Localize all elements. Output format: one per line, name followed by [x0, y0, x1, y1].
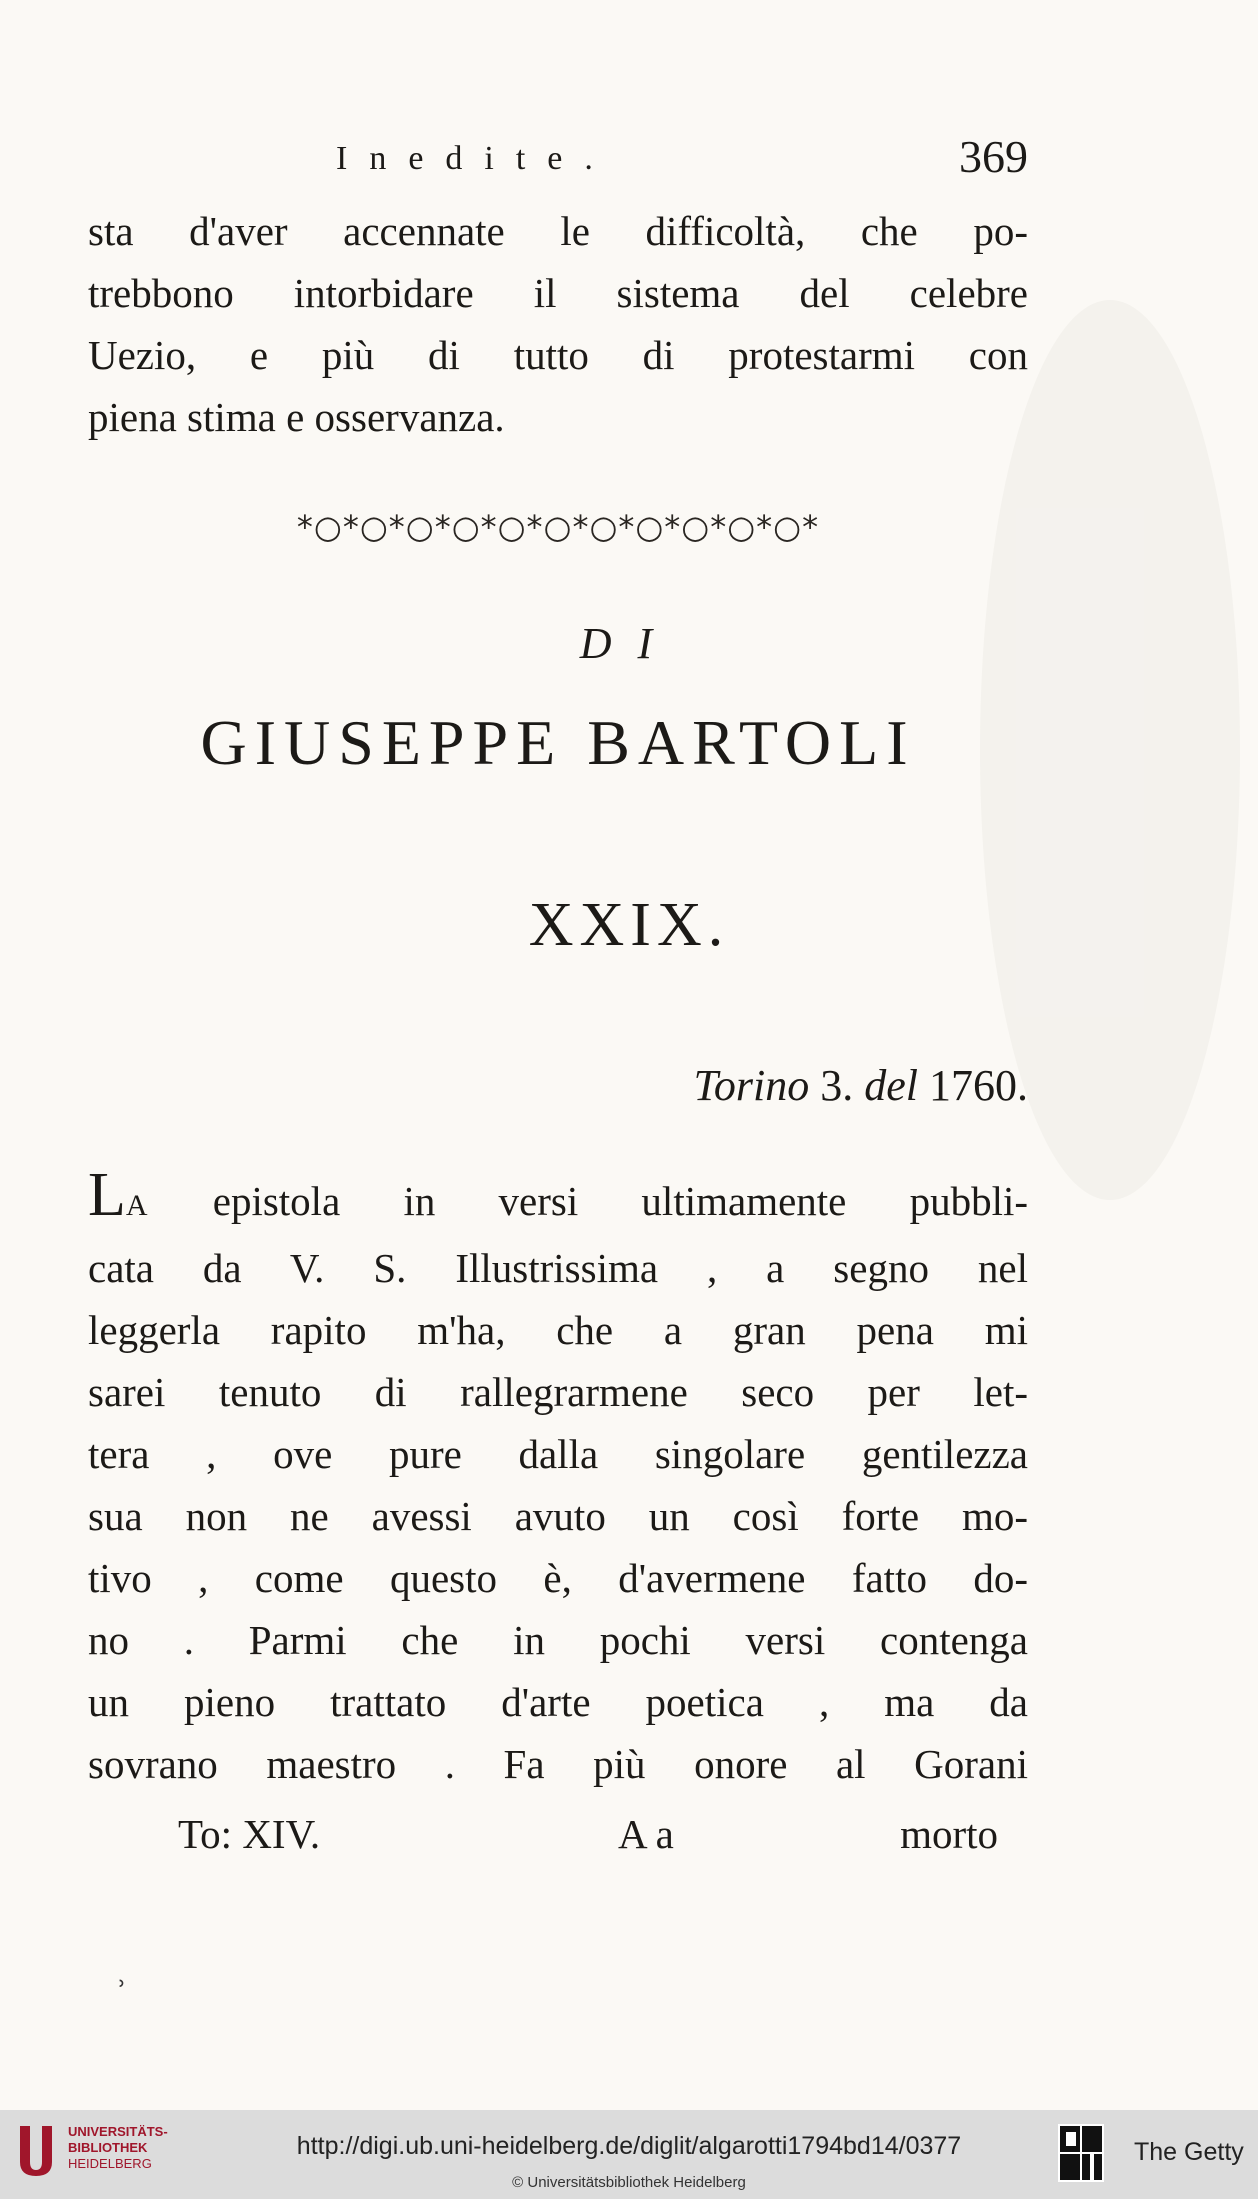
- drop-cap: L: [88, 1161, 126, 1229]
- dateline-day: 3.: [820, 1061, 854, 1110]
- text-line: tera , ove pure dalla singolare gentilezza: [88, 1431, 1028, 1477]
- catchword: morto: [900, 1811, 998, 1857]
- author-name: GIUSEPPE BARTOLI: [200, 707, 916, 778]
- small-cap: A: [125, 1189, 150, 1222]
- text-line: sua non ne avessi avuto un così forte mo-: [88, 1493, 1028, 1539]
- getty-name: The Getty: [1134, 2138, 1244, 2166]
- letter-number: XXIX.: [528, 891, 730, 959]
- stray-mark: ˒: [118, 1968, 127, 2001]
- permalink-url[interactable]: http://digi.ub.uni-heidelberg.de/diglit/algarotti1794bd14/0377: [296, 2132, 962, 2160]
- ornament-divider: *○*○*○*○*○*○*○*○*○*○*○*: [296, 508, 820, 546]
- page-header: [88, 130, 1028, 200]
- dateline-del: del: [864, 1061, 918, 1110]
- first-line-rest: epistola in versi ultimamente pubbli-: [212, 1178, 1029, 1224]
- text-line: sta d'aver accennate le difficoltà, che po-: [88, 208, 1028, 254]
- library-name-line: BIBLIOTHEK: [68, 2140, 148, 2155]
- text-line: un pieno trattato d'arte poetica , ma da: [88, 1679, 1028, 1725]
- library-name-line: HEIDELBERG: [68, 2156, 152, 2171]
- text-line: cata da V. S. Illustrissima , a segno nel: [88, 1245, 1028, 1291]
- page-number: 369: [959, 131, 1028, 182]
- text-line-first: [88, 1161, 1029, 1237]
- copyright-notice: © Universitätsbibliothek Heidelberg: [512, 2174, 746, 2191]
- text-line: tivo , come questo è, d'avermene fatto do-: [88, 1555, 1028, 1601]
- text-line: piena stima e osservanza.: [88, 394, 505, 440]
- getty-logo-icon: [1058, 2124, 1104, 2182]
- page-footer-line: [88, 1810, 1028, 1870]
- text-line: Uezio, e più di tutto di protestarmi con: [88, 332, 1028, 378]
- dateline: [693, 1060, 1028, 1111]
- dateline-place: Torino: [693, 1061, 810, 1110]
- library-name-line: UNIVERSITÄTS-: [68, 2124, 168, 2139]
- text-line: leggerla rapito m'ha, che a gran pena mi: [88, 1307, 1028, 1353]
- text-line: sovrano maestro . Fa più onore al Gorani: [88, 1741, 1028, 1787]
- letter-body: [88, 1161, 1029, 1795]
- text-line: sarei tenuto di rallegrarmene seco per let-: [88, 1369, 1028, 1415]
- text-line: no . Parmi che in pochi versi contenga: [88, 1617, 1028, 1663]
- text-line: trebbono intorbidare il sistema del celebre: [88, 270, 1028, 316]
- dateline-year: 1760.: [929, 1061, 1028, 1110]
- intro-text: [88, 200, 1028, 448]
- intro-paragraph: [88, 200, 1028, 448]
- signature-mark: A a: [618, 1811, 674, 1857]
- preposition-di: DI: [579, 619, 679, 668]
- running-head: Inedite.: [336, 140, 615, 177]
- viewer-footer-bar: [0, 2110, 1258, 2199]
- letter-text: [88, 1161, 1029, 1795]
- volume-marker: To: XIV.: [178, 1811, 321, 1857]
